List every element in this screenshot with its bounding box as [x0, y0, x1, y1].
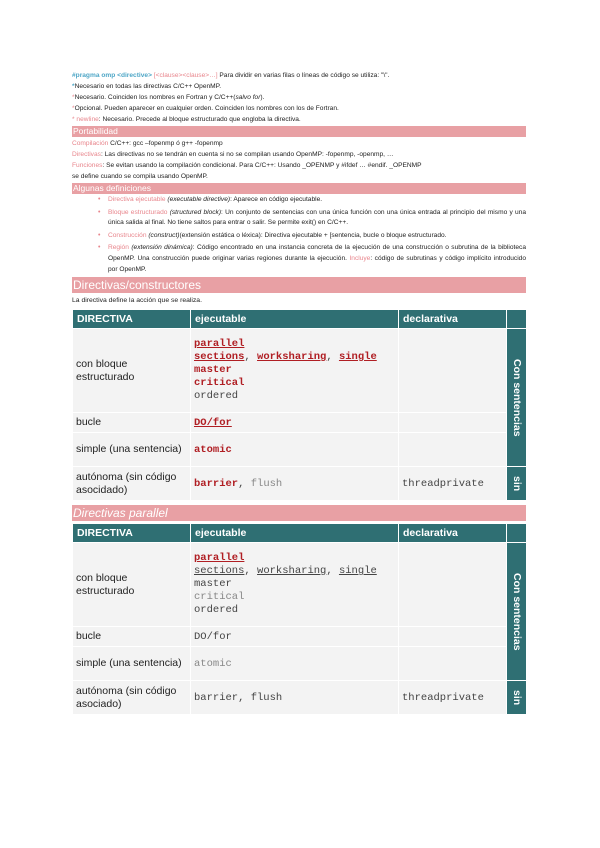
table-header-row — [73, 524, 527, 543]
col-declarativa: declarativa — [399, 524, 507, 543]
side-label-con: Con sentencias — [507, 329, 527, 467]
parallel-table — [72, 523, 527, 715]
table-row — [73, 433, 527, 467]
row-label: con bloque estructurado — [73, 543, 191, 627]
section-portabilidad-header: Portabilidad — [72, 126, 526, 137]
row-label: bucle — [73, 413, 191, 433]
row-label: simple (una sentencia) — [73, 647, 191, 681]
row-label: simple (una sentencia) — [73, 433, 191, 467]
ejecutable-cell: parallel sections, worksharing, single master critical ordered — [191, 329, 399, 413]
ejecutable-cell: DO/for — [191, 627, 399, 647]
col-directiva: DIRECTIVA — [73, 310, 191, 329]
syntax-note-newline: * newline: Necesario. Precede al bloque estructurado que engloba la directiva. — [72, 116, 301, 123]
declarativa-cell — [399, 329, 507, 413]
clauses-placeholder: [<clause><clause>…] — [153, 72, 218, 79]
ejecutable-cell: DO/for — [191, 413, 399, 433]
list-item: • Construcción (construct)(extensión estática o léxica): Directiva ejecutable + [sentencia, bucle o bloque estructurado. — [98, 231, 526, 242]
declarativa-cell: threadprivate — [399, 467, 507, 501]
document-page — [72, 70, 526, 715]
table-row — [73, 647, 527, 681]
list-item: • Directiva ejecutable (executable directive): Aparece en código ejecutable. — [98, 195, 526, 206]
side-label-sin: sin — [507, 467, 527, 501]
ejecutable-cell: atomic — [191, 433, 399, 467]
list-item: • Región (extensión dinámica): Código encontrado en una instancia concreta de la ejecución de una construcción o subrutina de la biblioteca OpenMP. Una construcción puede originar varias regiones durante la ejecución. Incluye: código de subrutinas y código implícito introducido por OpenMP. — [98, 243, 526, 275]
declarativa-cell — [399, 627, 507, 647]
col-directiva: DIRECTIVA — [73, 524, 191, 543]
side-label-sin: sin — [507, 681, 527, 715]
directivas-table — [72, 309, 527, 501]
portabilidad-row: Funciones: Se evitan usando la compilación condicional. Para C/C++: Usando _OPENMP y #ifdef … #endif. _OPENMP — [72, 162, 422, 169]
ejecutable-cell: barrier, flush — [191, 467, 399, 501]
syntax-note-2: *Necesario. Coinciden los nombres en Fortran y C/C++(salvo for). — [72, 94, 265, 101]
section-parallel-header: Directivas parallel — [72, 505, 526, 521]
ejecutable-cell: barrier, flush — [191, 681, 399, 715]
ejecutable-cell: atomic — [191, 647, 399, 681]
table-header-row — [73, 310, 527, 329]
table-row — [73, 543, 527, 627]
col-side — [507, 524, 527, 543]
syntax-note-1: *Necesario en todas las directivas C/C++ OpenMP. — [72, 83, 222, 90]
portabilidad-row: Directivas: Las directivas no se tendrán en cuenta si no se compilan usando OpenMP: -fopenmp, -openmp, … — [72, 151, 394, 158]
declarativa-cell — [399, 433, 507, 467]
syntax-line — [72, 70, 526, 81]
syntax-rest: Para dividir en varias filas o líneas de código se utiliza: "\". — [217, 72, 390, 79]
declarativa-cell — [399, 543, 507, 627]
col-ejecutable: ejecutable — [191, 524, 399, 543]
directivas-intro: La directiva define la acción que se realiza. — [72, 297, 202, 305]
table-row — [73, 681, 527, 715]
portabilidad-row: se define cuando se compila usando OpenMP. — [72, 173, 208, 180]
directive-placeholder: <directive> — [117, 72, 152, 79]
pragma-keyword: #pragma omp — [72, 72, 116, 79]
syntax-note-3: *Opcional. Pueden aparecer en cualquier orden. Coinciden los nombres con los de Fortran. — [72, 105, 339, 112]
row-label: bucle — [73, 627, 191, 647]
side-label-con: Con sentencias — [507, 543, 527, 681]
table-row — [73, 413, 527, 433]
row-label: con bloque estructurado — [73, 329, 191, 413]
newline-label: newline — [76, 116, 99, 123]
col-side — [507, 310, 527, 329]
section-directivas-header: Directivas/constructores — [72, 277, 526, 293]
list-item: • Bloque estructurado (structured block): Un conjunto de sentencias con una única función con una única entrada al principio del mismo y una única salida al final. No tiene saltos para entrar o salir. Se permite exit() en C/C++. — [98, 208, 526, 229]
row-label: autónoma (sin código asociado) — [73, 681, 191, 715]
definitions-list — [72, 195, 526, 275]
portabilidad-row: Compilación C/C++: gcc –fopenmp ó g++ -fopenmp — [72, 140, 223, 147]
declarativa-cell: threadprivate — [399, 681, 507, 715]
section-definiciones-header: Algunas definiciones — [72, 183, 526, 194]
row-label: autónoma (sin código asocidado) — [73, 467, 191, 501]
table-row — [73, 329, 527, 413]
col-ejecutable: ejecutable — [191, 310, 399, 329]
declarativa-cell — [399, 413, 507, 433]
declarativa-cell — [399, 647, 507, 681]
table-row — [73, 467, 527, 501]
col-declarativa: declarativa — [399, 310, 507, 329]
ejecutable-cell: parallel sections, worksharing, single master critical ordered — [191, 543, 399, 627]
table-row — [73, 627, 527, 647]
